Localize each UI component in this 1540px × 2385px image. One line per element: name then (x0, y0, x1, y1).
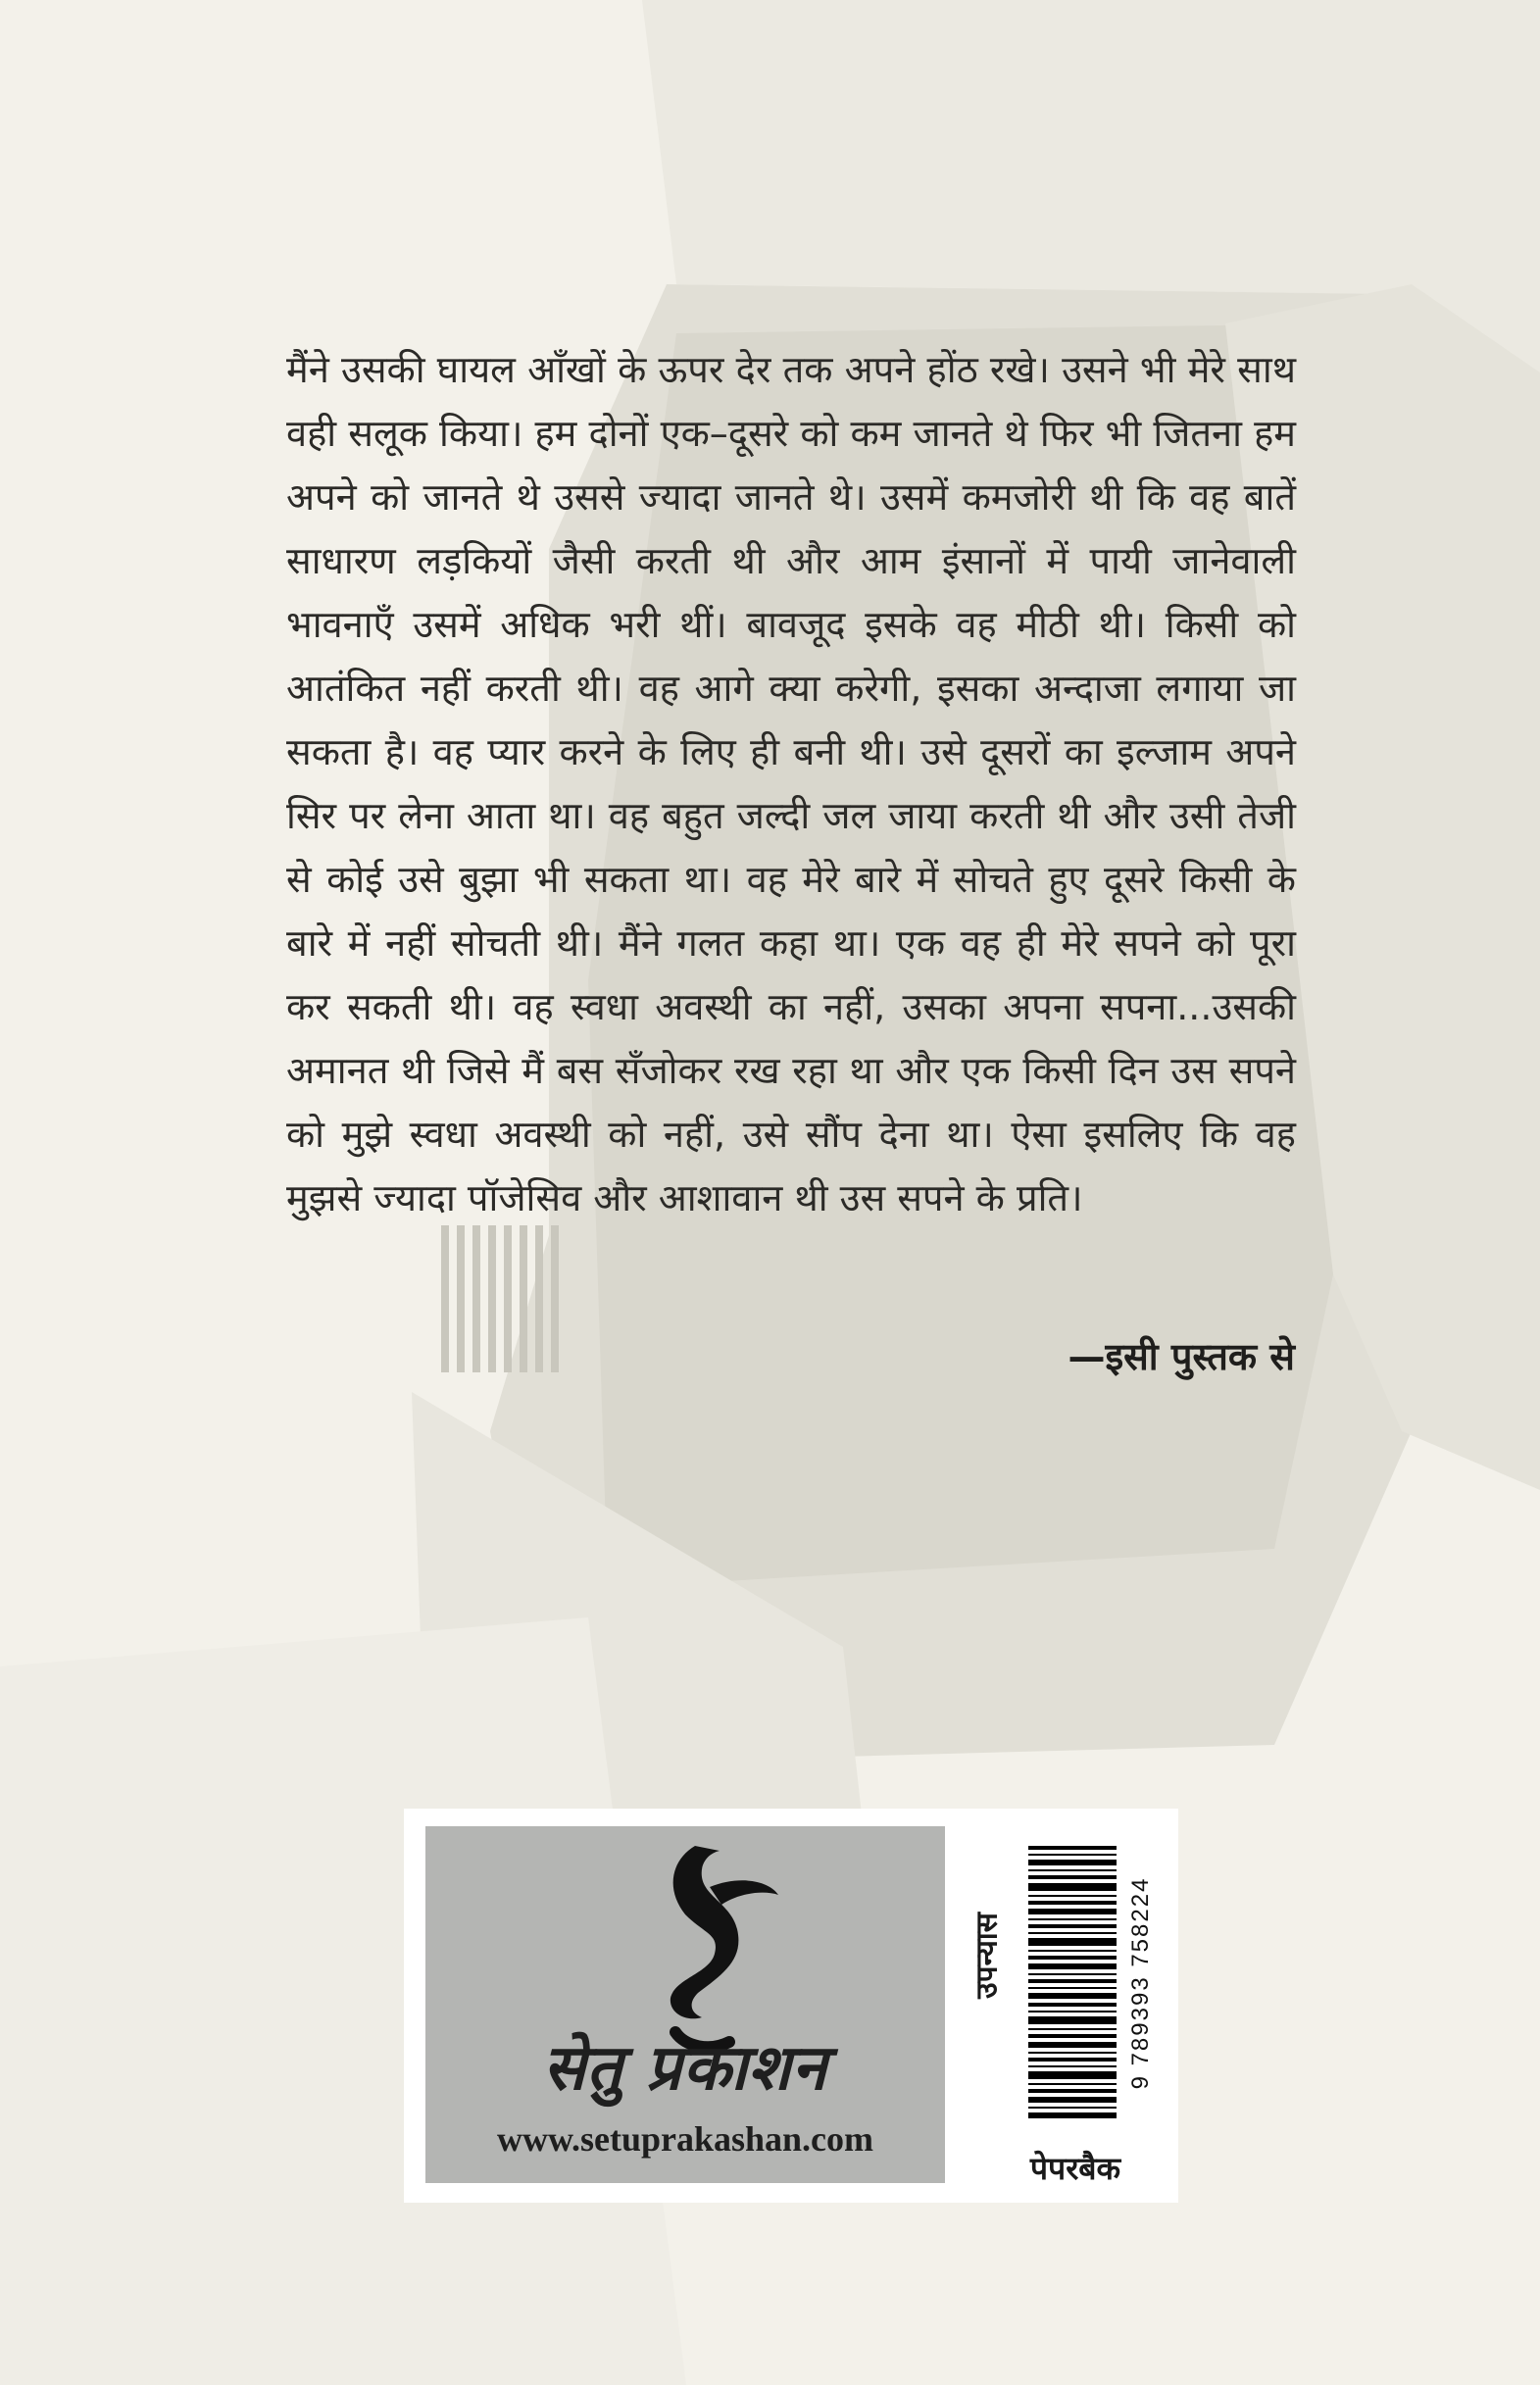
publisher-panel (425, 1826, 945, 2183)
excerpt-attribution: —इसी पुस्तक से (1068, 1335, 1295, 1378)
publisher-website: www.setuprakashan.com (496, 2119, 874, 2159)
barcode (1028, 1846, 1117, 2120)
isbn-text: 9 789393 758224 (1127, 1876, 1154, 2090)
genre-label (961, 1838, 1010, 2073)
book-excerpt: मैंने उसकी घायल आँखों के ऊपर देर तक अपने होंठ रखे। उसने भी मेरे साथ वही सलूक किया। हम दोनों एक–दूसरे को कम जानते थे फिर भी जितना हम अपने को जानते थे उससे ज्यादा जानते थे। उसमें कमजोरी थी कि वह बातें साधारण लड़कियों जैसी करती थी और आम इंसानों में पायी जानेवाली भावनाएँ उसमें अधिक भरी थीं। बावजूद इसके वह मीठी थी। किसी को आतंकित नहीं करती थी। वह आगे क्या करेगी, इसका अन्दाजा लगाया जा सकता है। वह प्यार करने के लिए ही बनी थी। उसे दूसरों का इल्जाम अपने सिर पर लेना आता था। वह बहुत जल्दी जल जाया करती थी और उसी तेजी से कोई उसे बुझा भी सकता था। वह मेरे बारे में सोचते हुए दूसरे किसी के बारे में नहीं सोचती थी। मैंने गलत कहा था। एक वह ही मेरे सपने को पूरा कर सकती थी। वह स्वधा अवस्थी का नहीं, उसका अपना सपना...उसकी अमानत थी जिसे मैं बस सँजोकर रख रहा था और एक किसी दिन उस सपने को मुझे स्वधा अवस्थी को नहीं, उसे सौंप देना था। ऐसा इसलिए कि वह मुझसे ज्यादा पॉजेसिव और आशावान थी उस सपने के प्रति। (286, 348, 1296, 1219)
publisher-name: सेतु प्रकाशन (542, 2031, 828, 2105)
genre-text: उपन्यास (969, 1913, 1005, 1999)
format-label: पेपरबैक (1029, 2150, 1121, 2187)
isbn-number (1121, 1846, 1161, 2120)
back-cover-footer (404, 1809, 1178, 2203)
